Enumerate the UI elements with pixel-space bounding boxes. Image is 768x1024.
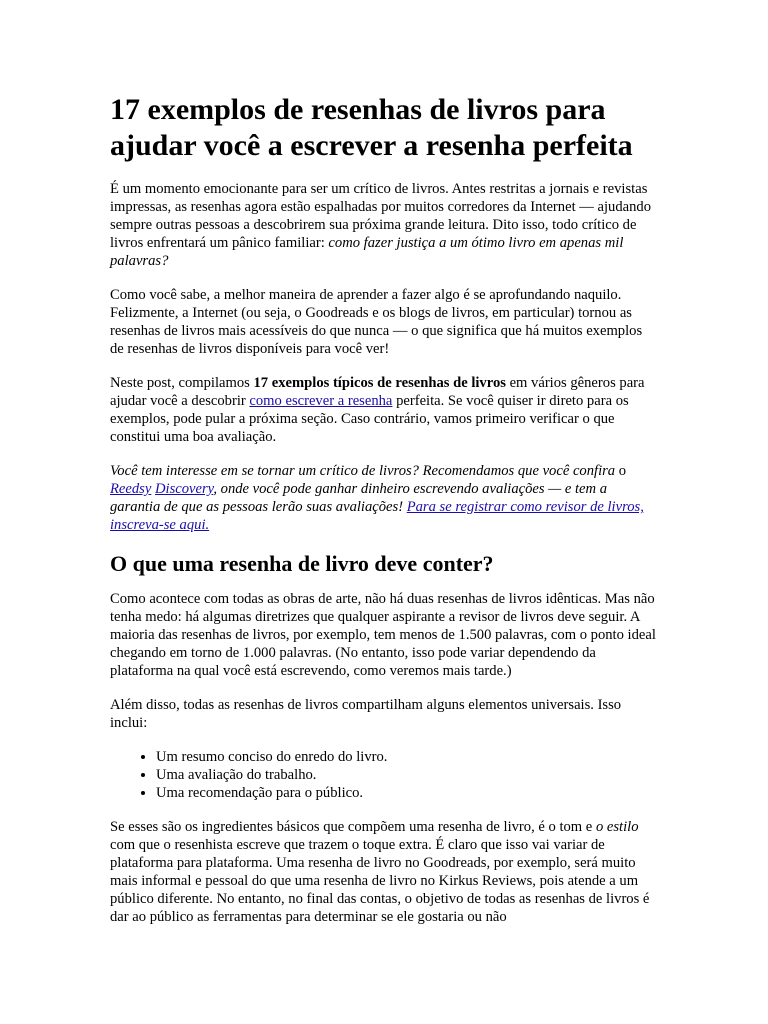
cta-article: o [615,463,627,479]
how-to-write-review-link[interactable]: como escrever a resenha [249,393,393,409]
cta-text-start: Você tem interesse em se tornar um crítico de livros? Recomendamos que você confira [110,463,616,479]
list-item: • Uma recomendação para o público. [156,784,658,802]
elements-list [110,748,658,802]
section-heading: O que uma resenha de livro deve conter? [110,551,494,576]
intro-paragraph [110,180,658,270]
compilation-highlight: 17 exemplos típicos de resenhas de livros [253,375,506,391]
page-title: 17 exemplos de resenhas de livros para ajudar você a escrever a resenha perfeita [110,93,633,162]
paragraph-elements: Além disso, todas as resenhas de livros compartilham alguns elementos universais. Isso inclui: [110,697,622,731]
paragraph-compilation [110,374,658,446]
paragraph-reviewer-cta [110,462,658,534]
register-reviewer-link[interactable]: Para se registrar como revisor de livros, inscreva-se aqui. [110,499,644,533]
paragraph-learning: Como você sabe, a melhor maneira de aprender a fazer algo é se aprofundando naquilo. Felizmente, a Internet (ou seja, o Goodreads e os blogs de livros, em particular) tornou as resenhas de livros mais acessíveis do que nunca — o que significa que há muitos exemplos de resenhas de livros disponíveis para você ver! [110,287,643,357]
tone-style: o estilo [595,819,639,835]
compilation-text-end: perfeita. Se você quiser ir direto para os exemplos, pode pular a próxima seção. Caso contrário, vamos primeiro verificar o que constitui uma boa avaliação. [110,393,629,445]
tone-text-start: Se esses são os ingredientes básicos que compõem uma resenha de livro, é o tom e [110,819,596,835]
list-item: • Uma avaliação do trabalho. [156,766,658,784]
intro-question: como fazer justiça a um ótimo livro em apenas mil palavras? [110,235,624,269]
discovery-link[interactable]: Discovery [154,481,214,497]
intro-text: É um momento emocionante para ser um crítico de livros. Antes restritas a jornais e revistas impressas, as resenhas agora estão espalhadas por muitos corredores da Internet — ajudando sempre outras pessoas a descobrirem sua próxima grande leitura. Dito isso, todo crítico de livros enfrentará um pânico familiar: [110,181,652,251]
paragraph-guidelines: Como acontece com todas as obras de arte, não há duas resenhas de livros idênticas. Mas não tenha medo: há algumas diretrizes que qualquer aspirante a revisor de livros deve seguir. A maioria das resenhas de livros, por exemplo, tem menos de 1.500 palavras, com o ponto ideal chegando em torno de 1.000 palavras. (No entanto, isso pode variar dependendo da plataforma na qual você está escrevendo, como veremos mais tarde.) [110,591,656,679]
compilation-text-start: Neste post, compilamos [110,375,254,391]
tone-text-end: com que o resenhista escreve que trazem o toque extra. É claro que isso vai variar de plataforma para plataforma. Uma resenha de livro no Goodreads, por exemplo, será muito mais informal e pessoal do que uma resenha de livro no Kirkus Reviews, pois atende a um público diferente. No entanto, no final das contas, o objetivo de todas as resenhas de livros é dar ao público as ferramentas para determinar se ele gostaria ou não [110,837,650,925]
list-item: • Um resumo conciso do enredo do livro. [156,748,658,766]
compilation-text-middle: em vários gêneros para ajudar você a descobrir [110,375,645,409]
reedsy-link[interactable]: Reedsy [110,481,152,497]
cta-text-middle: , onde você pode ganhar dinheiro escrevendo avaliações — e tem a garantia de que as pessoas lerão suas avaliações! [110,481,607,515]
paragraph-tone [110,818,658,926]
